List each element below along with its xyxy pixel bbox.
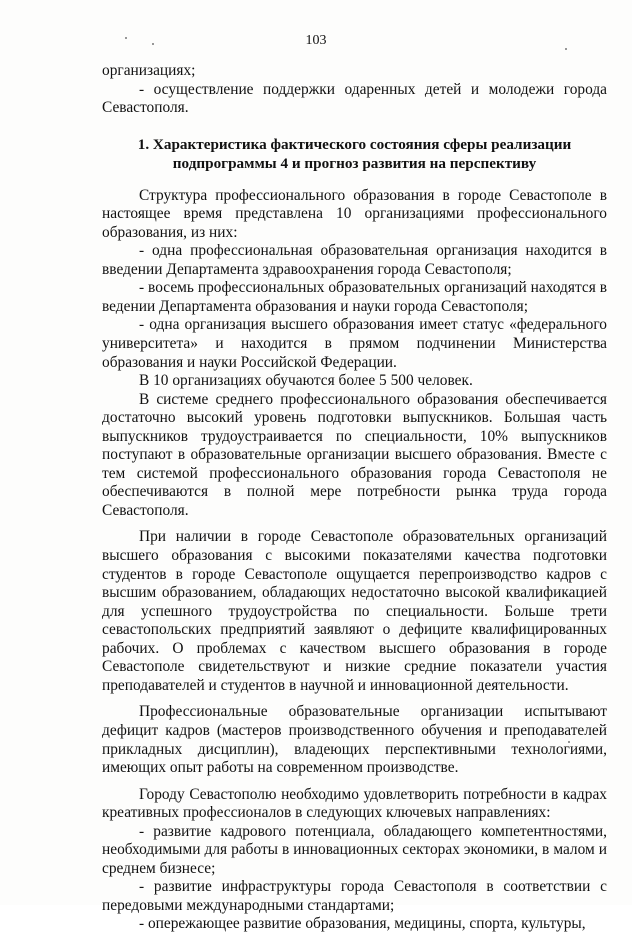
list-item-paragraph: - развитие кадрового потенциала, обладающего компетентностями, необходимыми для работы в инновационных секторах экономики, в малом и среднем бизнесе; (102, 822, 607, 877)
paragraph: В 10 организациях обучаются более 5 500 человек. (139, 372, 473, 390)
section-heading-line: 1. Характеристика фактического состояния сферы реализации (137, 135, 572, 153)
document-body (102, 62, 607, 934)
list-item-paragraph: - одна профессиональная образовательная организация находится в введении Департамента здравоохранения города Севастополя; (102, 242, 607, 278)
paragraph: Структура профессионального образования в городе Севастополе в настоящее время представлена 10 организациями профессионального образования, из них: (102, 186, 607, 241)
scan-speck (152, 43, 154, 45)
scan-speck (125, 37, 127, 39)
paragraph: Профессиональные образовательные организации испытывают дефицит кадров (мастеров производственного обучения и преподавателей прикладных дисциплин), владеющих перспективными технологиями, имеющих опыт работы на современном производстве. (102, 703, 607, 777)
section-heading (102, 135, 607, 173)
paragraph: При наличии в городе Севастополе образовательных организаций высшего образования с высокими показателями качества подготовки студентов в городе Севастополе ощущается перепроизводство кадров с высшим образованием, обладающих недостаточно высокой квалификацией для успешного трудоустройства по специальности. Больше трети севастопольских предприятий заявляют о дефиците квалифицированных рабочих. О проблемах с качеством высшего образования в городе Севастополе свидетельствуют и низкие средние показатели участия преподавателей и студентов в научной и инновационной деятельности. (102, 528, 607, 694)
list-item-paragraph: - опережающее развитие образования, медицины, спорта, культуры, (139, 915, 586, 933)
list-item-paragraph: - одна организация высшего образования имеет статус «федерального университета» и находится в прямом подчинении Министерства образования и науки Российской Федерации. (102, 316, 607, 371)
paragraph: Городу Севастополю необходимо удовлетворить потребности в кадрах креативных профессионалов в следующих ключевых направлениях: (102, 785, 607, 822)
page-number: 103 (305, 33, 327, 48)
list-item-paragraph: - восемь профессиональных образовательных организаций находятся в ведении Департамента образования и науки города Севастополя; (102, 279, 607, 315)
paragraph: В системе среднего профессионального образования обеспечивается достаточно высокий уровень подготовки выпускников. Большая часть выпускников трудоустраивается по специальности, 10% выпускников поступают в образовательные организации высшего образования. Вместе с тем системой профессионального образования города Севастополя не обеспечиваются в полной мере потребности рынка труда города Севастополя. (102, 390, 607, 519)
paragraph: организациях; (102, 62, 196, 79)
list-item-paragraph: - осуществление поддержки одаренных детей и молодежи города Севастополя. (102, 80, 607, 117)
section-heading-line: подпрограммы 4 и прогноз развития на перспективу (172, 154, 537, 172)
scan-speck (565, 48, 567, 50)
list-item-paragraph: - развитие инфраструктуры города Севастополя в соответствии с передовыми международными стандартами; (102, 878, 607, 914)
